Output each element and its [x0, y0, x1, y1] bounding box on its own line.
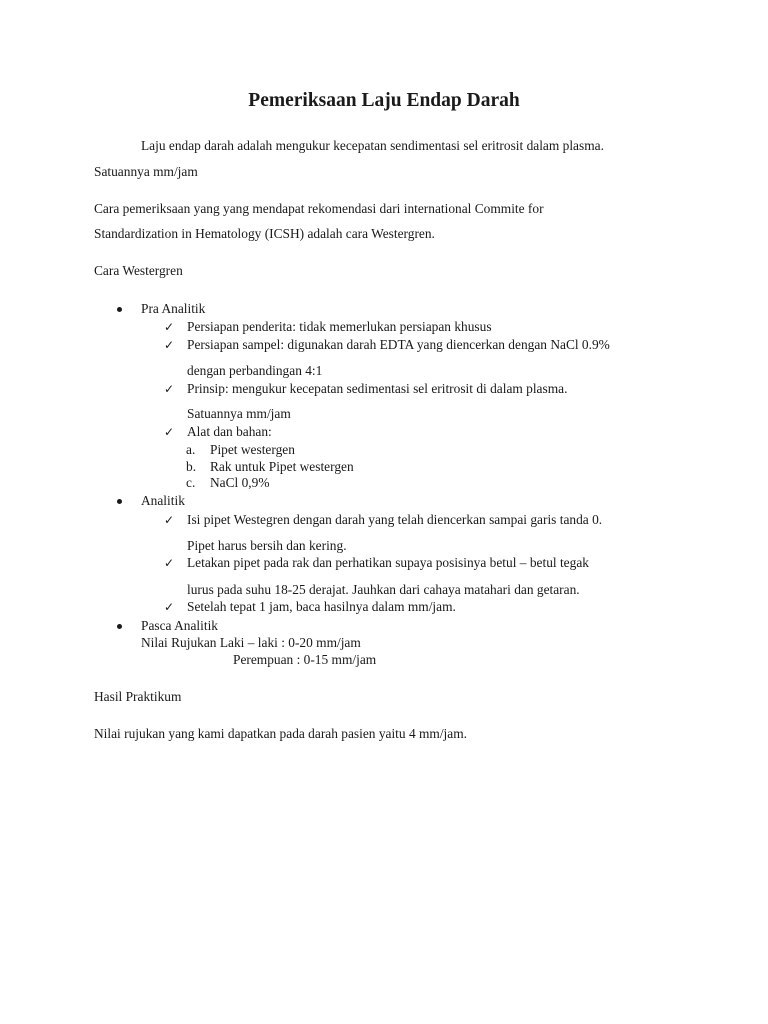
check-icon: ✓	[164, 338, 175, 352]
result-text: Nilai rujukan yang kami dapatkan pada darah pasien yaitu 4 mm/jam.	[94, 726, 467, 741]
check-icon: ✓	[164, 600, 175, 614]
pra-item: Alat dan bahan:	[187, 424, 272, 439]
analitik-item: Isi pipet Westegren dengan darah yang telah diencerkan sampai garis tanda 0.	[187, 512, 603, 527]
recommendation-line-1: Cara pemeriksaan yang yang mendapat rekomendasi dari international Commite for	[94, 201, 544, 216]
bullet-icon	[117, 307, 122, 312]
material-item: Rak untuk Pipet westergen	[210, 459, 354, 474]
intro-line-2: Satuannya mm/jam	[94, 164, 198, 179]
material-marker: c.	[186, 475, 196, 490]
analitik-item: Letakan pipet pada rak dan perhatikan supaya posisinya betul – betul tegak	[187, 555, 589, 570]
material-item: NaCl 0,9%	[210, 475, 270, 490]
check-icon: ✓	[164, 320, 175, 334]
pra-item: Persiapan sampel: digunakan darah EDTA yang diencerkan dengan NaCl 0.9%	[187, 337, 610, 352]
bullet-icon	[117, 499, 122, 504]
reference-value-female: Perempuan : 0-15 mm/jam	[233, 652, 377, 667]
analitik-item: Setelah tepat 1 jam, baca hasilnya dalam mm/jam.	[187, 599, 456, 614]
check-icon: ✓	[164, 382, 175, 396]
section-pasca-label: Pasca Analitik	[141, 618, 218, 633]
material-marker: b.	[186, 459, 197, 474]
recommendation-line-2: Standardization in Hematology (ICSH) adalah cara Westergren.	[94, 226, 435, 241]
pra-item-continuation: Satuannya mm/jam	[187, 406, 291, 421]
check-icon: ✓	[164, 513, 175, 527]
check-icon: ✓	[164, 556, 175, 570]
material-marker: a.	[186, 442, 196, 457]
result-heading: Hasil Praktikum	[94, 689, 182, 704]
pra-item: Persiapan penderita: tidak memerlukan persiapan khusus	[187, 319, 492, 334]
section-pra-label: Pra Analitik	[141, 301, 206, 316]
analitik-item-continuation: lurus pada suhu 18-25 derajat. Jauhkan dari cahaya matahari dan getaran.	[187, 582, 580, 597]
pra-item-continuation: dengan perbandingan 4:1	[187, 363, 323, 378]
material-item: Pipet westergen	[210, 442, 295, 457]
pra-item: Prinsip: mengukur kecepatan sedimentasi sel eritrosit di dalam plasma.	[187, 381, 568, 396]
page-title: Pemeriksaan Laju Endap Darah	[248, 90, 520, 111]
section-analitik-label: Analitik	[141, 493, 185, 508]
bullet-icon	[117, 624, 122, 629]
reference-value-male: Nilai Rujukan Laki – laki : 0-20 mm/jam	[141, 635, 361, 650]
analitik-item-continuation: Pipet harus bersih dan kering.	[187, 538, 347, 553]
method-heading: Cara Westergren	[94, 263, 183, 278]
intro-line-1: Laju endap darah adalah mengukur kecepatan sendimentasi sel eritrosit dalam plasma.	[141, 138, 604, 153]
check-icon: ✓	[164, 425, 175, 439]
